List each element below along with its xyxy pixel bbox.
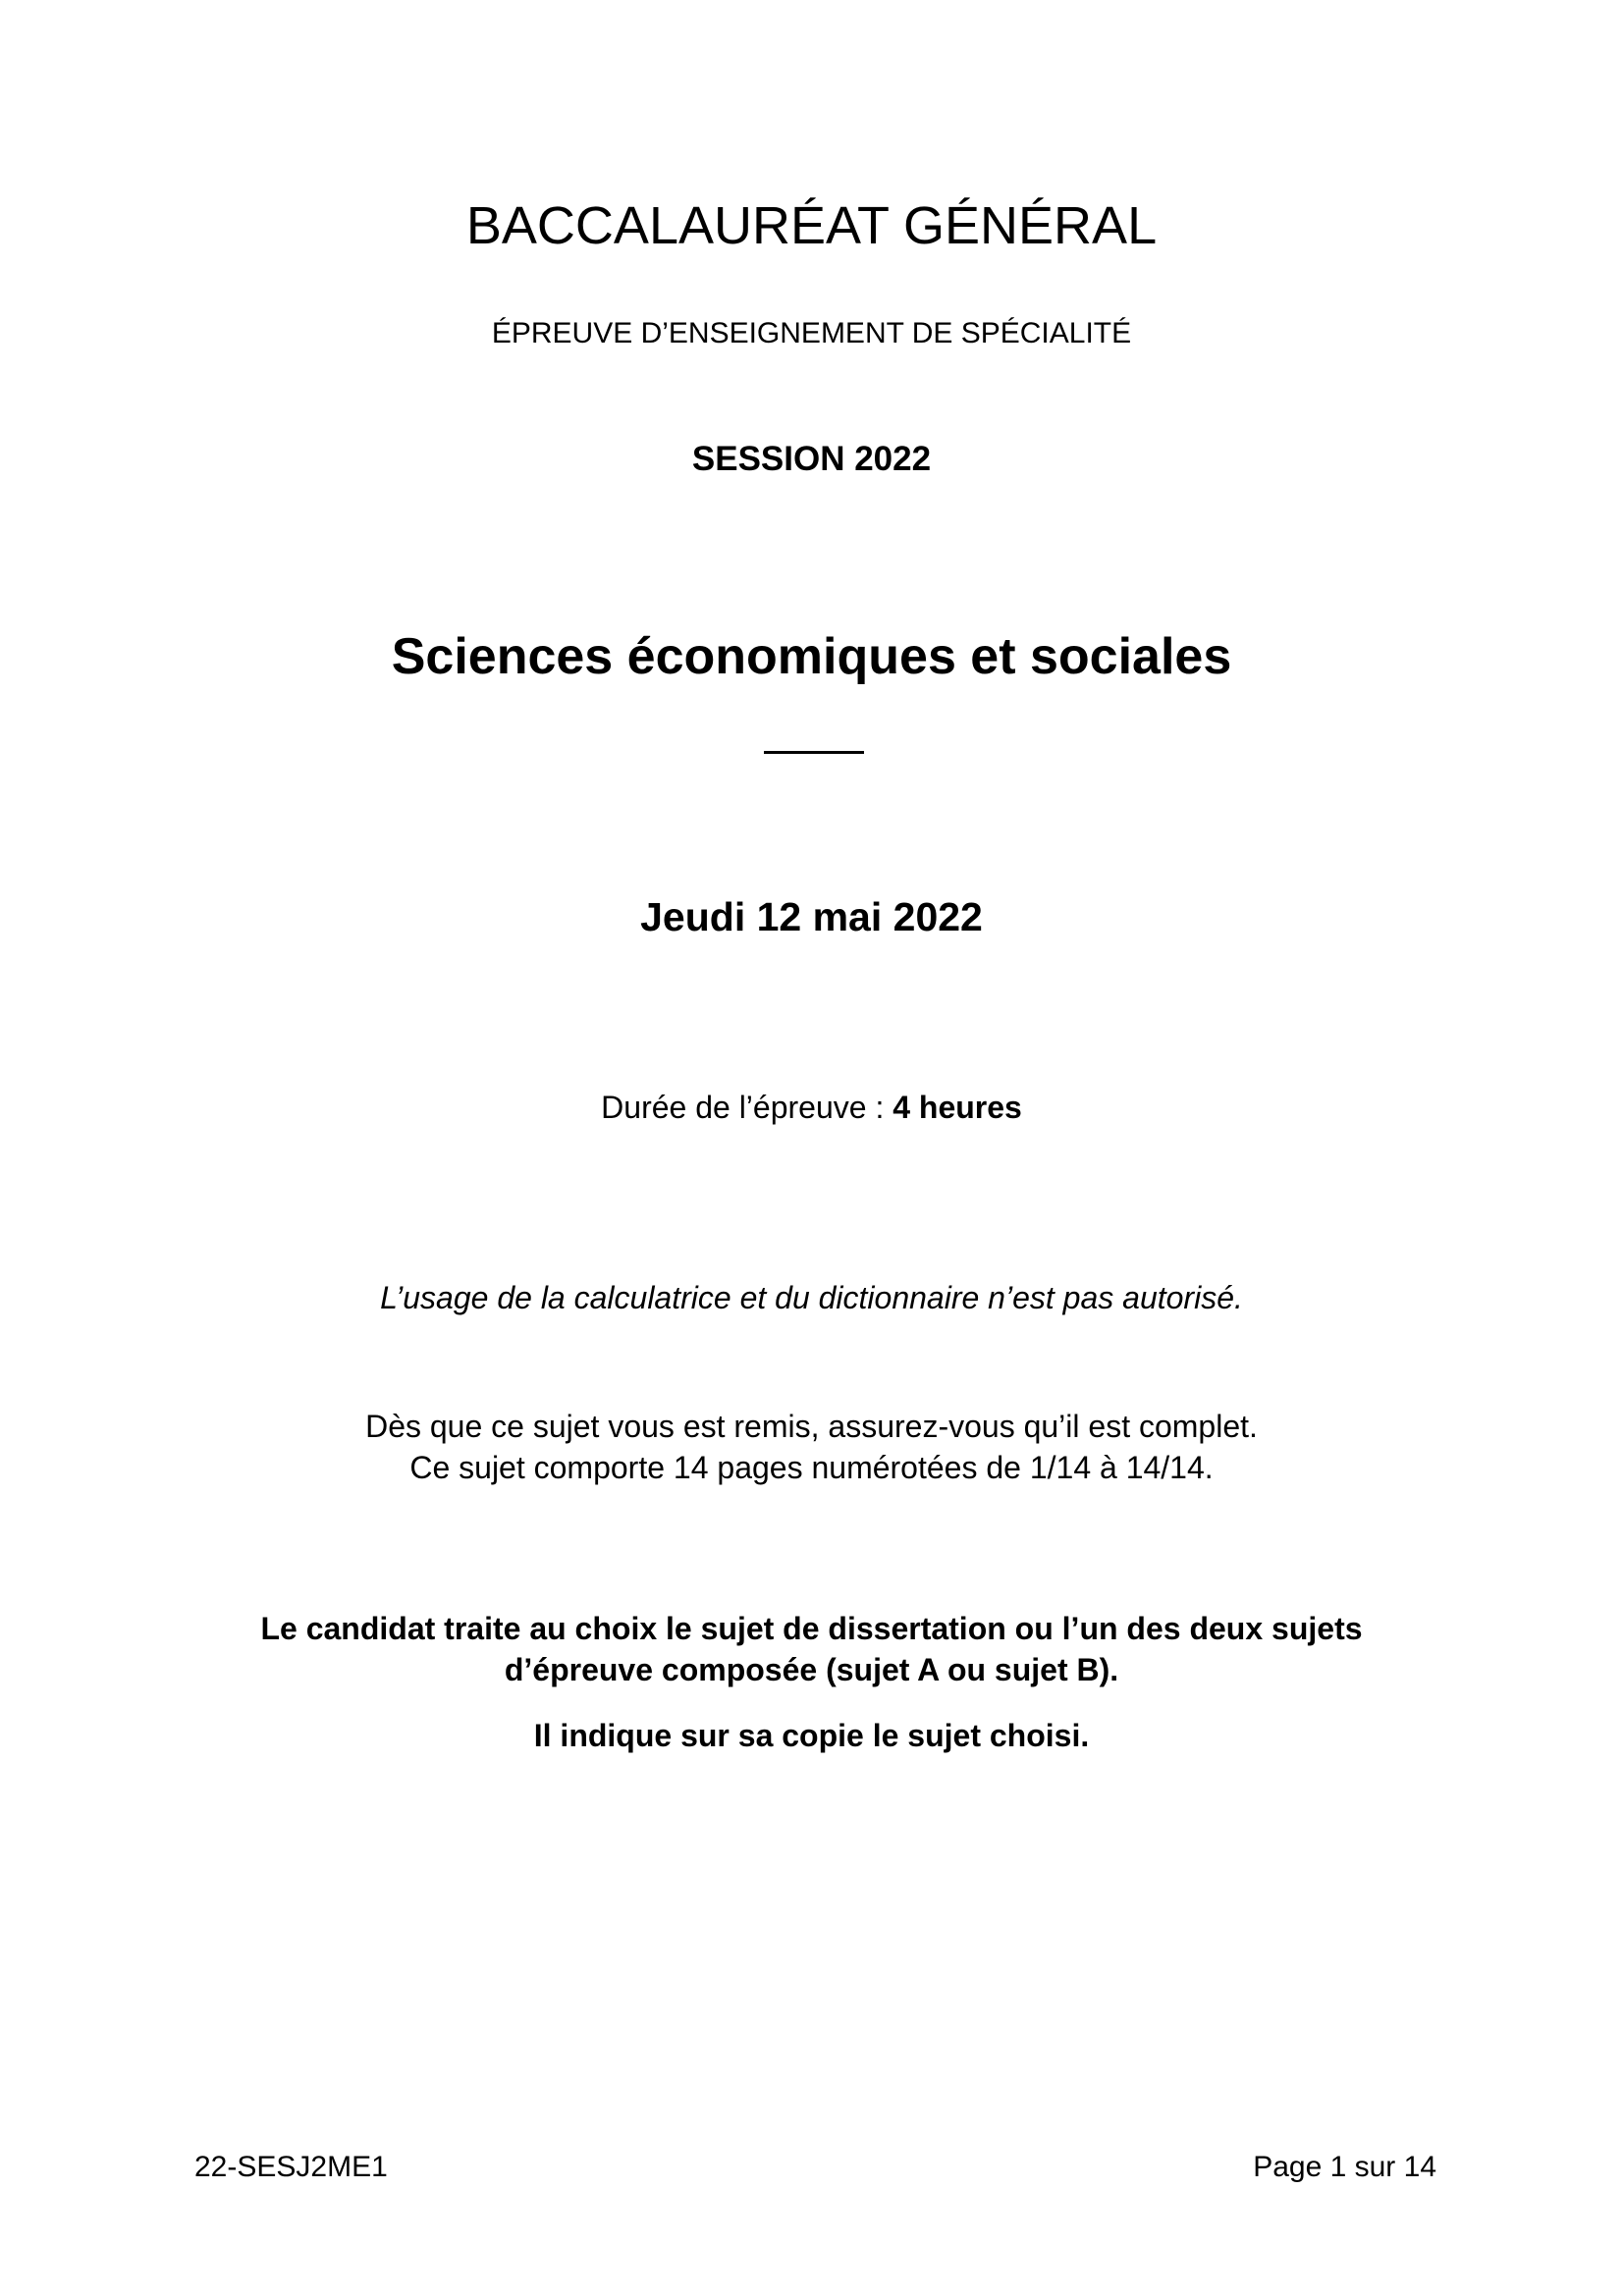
- exam-date: Jeudi 12 mai 2022: [640, 894, 983, 939]
- exam-duration: [0, 1092, 1623, 1123]
- indicate-instruction: Il indique sur sa copie le sujet choisi.: [533, 1718, 1090, 1753]
- footer-exam-code: 22-SESJ2ME1: [194, 2151, 388, 2183]
- choice-instruction-line-2: d’épreuve composée (sujet A ou sujet B).: [504, 1652, 1119, 1687]
- session-label: SESSION 2022: [691, 440, 932, 478]
- calculator-notice: L’usage de la calculatrice et du dictionnaire n’est pas autorisé.: [380, 1280, 1243, 1315]
- choice-instruction-line-1: Le candidat traite au choix le sujet de dissertation ou l’un des deux sujets: [260, 1611, 1363, 1646]
- document-subtitle: ÉPREUVE D’ENSEIGNEMENT DE SPÉCIALITÉ: [491, 317, 1132, 349]
- subject-title: Sciences économiques et sociales: [391, 628, 1232, 685]
- duration-value: 4 heures: [893, 1090, 1022, 1125]
- footer-page-number: Page 1 sur 14: [1253, 2151, 1436, 2183]
- duration-label: Durée de l’épreuve :: [601, 1090, 893, 1125]
- completeness-notice-line-2: Ce sujet comporte 14 pages numérotées de 1/14 à 14/14.: [409, 1450, 1214, 1485]
- document-title: BACCALAURÉAT GÉNÉRAL: [465, 196, 1158, 255]
- title-divider: [764, 751, 864, 754]
- completeness-notice-line-1: Dès que ce sujet vous est remis, assurez-vous qu’il est complet.: [365, 1409, 1258, 1444]
